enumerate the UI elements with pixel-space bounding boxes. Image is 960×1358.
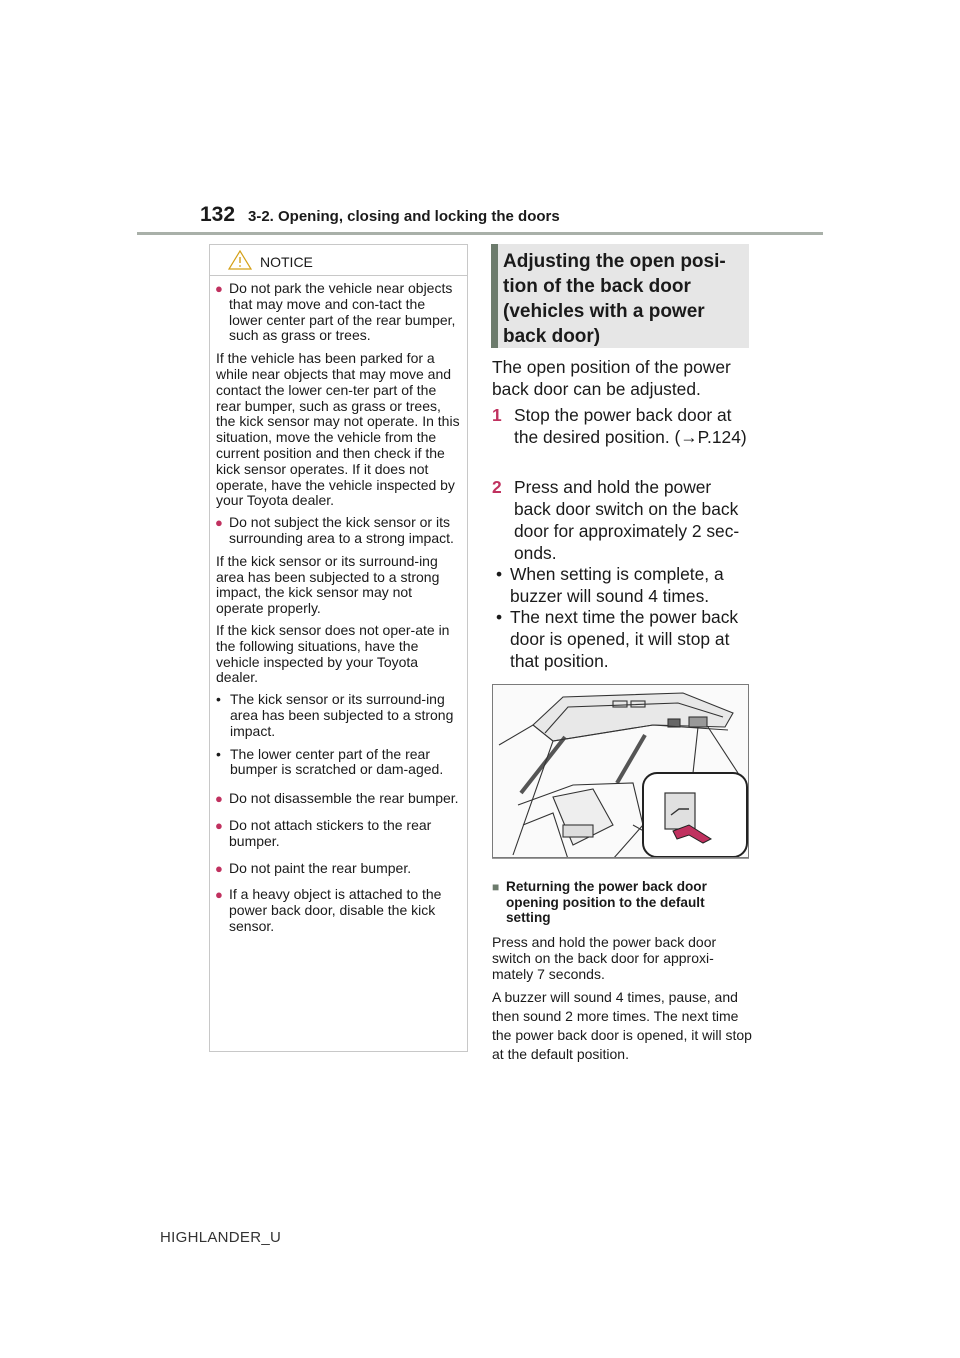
notice-sub-item: • The kick sensor or its surround-ing area has been subjected to a strong impact. (216, 691, 454, 739)
step-number: 1 (492, 405, 502, 425)
step-text: Press and hold the power back door switch on the back door for approximately 2 sec-onds. (514, 477, 740, 563)
bullet-dot-icon: ● (215, 515, 223, 531)
notice-bullet: ● Do not disassemble the rear bumper. (215, 790, 459, 807)
notice-paragraph: If the kick sensor or its surround-ing area has been subjected to a strong impact, the kick sensor may not operate properly. (216, 552, 440, 617)
bullet-item: • When setting is complete, a buzzer will sound 4 times. (496, 564, 724, 606)
notice-sub-item: • The lower center part of the rear bumper is scratched or dam-aged. (216, 745, 444, 778)
step-text: Stop the power back door at the desired position. (→P.124) (514, 405, 747, 447)
notice-bullet: ● Do not park the vehicle near objects that may move and con-tact the lower center part of the rear bumper, such as grass or trees. (215, 280, 456, 344)
page-number: 132 (200, 203, 236, 226)
figure-rule (492, 858, 749, 859)
notice-bullet: ● Do not subject the kick sensor or its surrounding area to a strong impact. (215, 514, 454, 546)
notice-bullet: ● Do not paint the rear bumper. (215, 859, 412, 876)
header-rule (137, 232, 823, 235)
notice-bullet: ● Do not attach stickers to the rear bumper. (215, 816, 432, 849)
paragraph: A buzzer will sound 4 times, pause, and then sound 2 more times. The next time the power back door is opened, it will stop at the default position. (492, 989, 752, 1062)
bullet-dot-icon: ● (215, 791, 223, 807)
section-heading: Adjusting the open posi- tion of the back door (vehicles with a power back door) (491, 244, 749, 348)
paragraph: Press and hold the power back door switch on the back door for approxi-mately 7 seconds. (492, 934, 717, 982)
notice-bullet: ● If a heavy object is attached to the power back door, disable the kick sensor. (215, 886, 442, 934)
back-door-illustration (492, 684, 749, 858)
warning-triangle-icon (228, 250, 252, 270)
step-1 (492, 404, 752, 448)
sub-heading: ■ Returning the power back door opening position to the default setting (492, 879, 707, 925)
notice-box (209, 244, 468, 1052)
section-title: 3-2. Opening, closing and locking the doors (248, 208, 560, 225)
notice-body (210, 276, 467, 935)
bullet-dot-icon: ● (215, 281, 223, 296)
intro-paragraph: The open position of the power back door can be adjusted. (492, 357, 731, 399)
back-door-switch-illustration (493, 685, 749, 858)
square-bullet-icon: ■ (492, 880, 500, 894)
notice-paragraph: If the kick sensor does not oper-ate in the following situations, have the vehicle inspected by your Toyota dealer. (216, 621, 450, 686)
bullet-item: • The next time the power back door is opened, it will stop at that position. (496, 607, 739, 671)
footer-model: HIGHLANDER_U (160, 1229, 282, 1246)
bullet-dot-icon: ● (215, 887, 223, 903)
notice-header (210, 245, 467, 276)
step-number: 2 (492, 477, 502, 497)
notice-title: NOTICE (260, 254, 313, 270)
step-2 (492, 476, 752, 564)
notice-paragraph: If the vehicle has been parked for a while near objects that may move and contact the lower cen-ter part of the rear bumper, such as grass or trees, the kick sensor may not operate. In this situation, move the vehicle from the current position and then check if the kick sensor operates. If it does not operate, have the vehicle inspected by your Toyota dealer. (216, 350, 460, 509)
bullet-dot-icon: ● (215, 817, 223, 833)
bullet-dot-icon: ● (215, 860, 223, 876)
